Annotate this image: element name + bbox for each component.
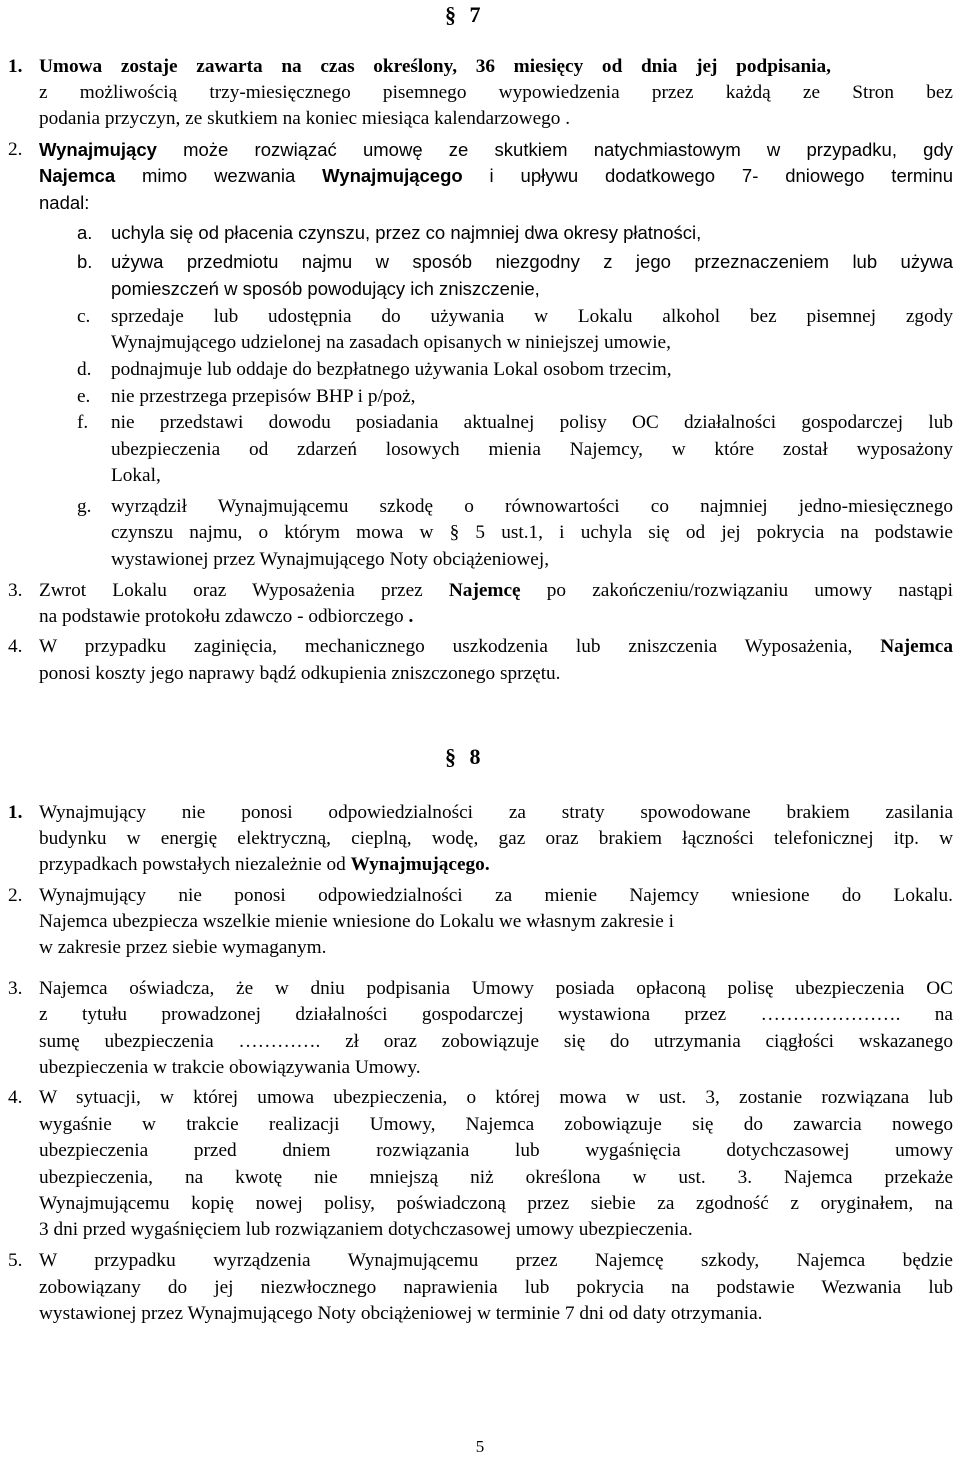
- party-name: Najemcę: [448, 580, 521, 601]
- paragraph-line: wystawionej przez Wynajmującego Noty obciążeniowej w terminie 7 dni od daty otrzymania.: [39, 1303, 763, 1324]
- section-number: 7: [469, 2, 481, 27]
- paragraph-line: wygaśnie w trakcie realizacji Umowy, Najemca zobowiązuje się do zawarcia nowego: [39, 1114, 953, 1135]
- section-symbol: §: [445, 2, 456, 27]
- item-number: 2.: [8, 139, 23, 160]
- paragraph-line: z możliwością trzy-miesięcznego pisemnego wypowiedzenia przez każdą ze Stron bez: [39, 82, 953, 103]
- paragraph-line: W sytuacji, w której umowa ubezpieczenia, o której mowa w ust. 3, zostanie rozwiązana lub: [39, 1087, 953, 1108]
- party-name: Najemca: [880, 636, 953, 657]
- paragraph-line: ubezpieczenia w trakcie obowiązywania Umowy.: [39, 1057, 421, 1078]
- subitem-line: uchyla się od płacenia czynszu, przez co najmniej dwa okresy płatności,: [111, 222, 702, 243]
- paragraph-line: nadal:: [39, 192, 90, 213]
- paragraph-line: Umowa zostaje zawarta na czas określony, 36 miesięcy od dnia jej podpisania,: [39, 56, 831, 77]
- subitem-line: podnajmuje lub oddaje do bezpłatnego używania Lokal osobom trzecim,: [111, 359, 672, 380]
- subitem-line: sprzedaje lub udostępnia do używania w Lokalu alkohol bez pisemnej zgody: [111, 306, 953, 327]
- paragraph-line: [39, 634, 953, 660]
- paragraph-line: Wynajmujący nie ponosi odpowiedzialności za straty spowodowane brakiem zasilania: [39, 802, 953, 823]
- item-number: 3.: [8, 580, 23, 601]
- text-run: W przypadku zaginięcia, mechanicznego uszkodzenia lub zniszczenia Wyposażenia,: [39, 636, 881, 657]
- item-number: 2.: [8, 885, 23, 906]
- text-run: i upływu dodatkowego 7- dniowego terminu: [462, 165, 953, 186]
- text-run: może rozwiązać umowę ze skutkiem natychmiastowym w przypadku, gdy: [156, 139, 953, 160]
- subitem-letter: e.: [77, 386, 91, 407]
- item-number: 1.: [8, 802, 23, 823]
- paragraph-line: w zakresie przez siebie wymaganym.: [39, 937, 327, 958]
- paragraph-line: [39, 578, 953, 604]
- party-name: Wynajmującego: [322, 165, 463, 186]
- paragraph-line: 3 dni przed wygaśnięciem lub rozwiązaniem dotychczasowej umowy ubezpieczenia.: [39, 1219, 693, 1240]
- section-symbol: §: [445, 744, 456, 769]
- paragraph-line: [39, 852, 953, 878]
- subitem-line: pomieszczeń w sposób powodujący ich zniszczenie,: [111, 278, 540, 299]
- subitem-letter: b.: [77, 251, 93, 272]
- section-number: 8: [469, 744, 481, 769]
- paragraph-line: Wynajmującemu kopię nowej polisy, poświadczoną przez siebie za zgodność z oryginałem, na: [39, 1193, 953, 1214]
- subitem-line: wystawionej przez Wynajmującego Noty obciążeniowej,: [111, 549, 550, 570]
- text-run: mimo wezwania: [115, 165, 323, 186]
- subitem-line: używa przedmiotu najmu w sposób niezgodny z jego przeznaczeniem lub używa: [111, 251, 953, 272]
- paragraph-line: Najemca oświadcza, że w dniu podpisania Umowy posiada opłaconą polisę ubezpieczenia OC: [39, 978, 953, 999]
- item-number: 1.: [8, 56, 23, 77]
- subitem-line: Lokal,: [111, 465, 161, 486]
- text-run: na podstawie protokołu zdawczo - odbiorczego: [39, 606, 404, 627]
- party-name: Najemca: [39, 165, 116, 186]
- subitem-letter: g.: [77, 496, 92, 517]
- paragraph-line: ubezpieczenia, na kwotę nie mniejszą niż określona w ust. 3. Najemca przekaże: [39, 1167, 953, 1188]
- text-run: po zakończeniu/rozwiązaniu umowy nastąpi: [520, 580, 953, 601]
- paragraph-line: ponosi koszty jego naprawy bądź odkupienia zniszczonego sprzętu.: [39, 663, 561, 684]
- paragraph-line: Wynajmujący nie ponosi odpowiedzialności za mienie Najemcy wniesione do Lokalu.: [39, 885, 953, 906]
- subitem-line: czynszu najmu, o którym mowa w § 5 ust.1, i uchyla się od jej pokrycia na podstawie: [111, 522, 953, 543]
- paragraph-line: zobowiązany do jej niezwłocznego naprawienia lub pokrycia na podstawie Wezwania lub: [39, 1277, 953, 1298]
- paragraph-line: sumę ubezpieczenia …………. zł oraz zobowiązuje się do utrzymania ciągłości wskazanego: [39, 1031, 953, 1052]
- text-run: przypadkach powstałych niezależnie od: [39, 854, 351, 875]
- paragraph-line: W przypadku wyrządzenia Wynajmującemu przez Najemcę szkody, Najemca będzie: [39, 1250, 953, 1271]
- party-name: Wynajmujący: [39, 139, 157, 160]
- paragraph-line: [39, 163, 953, 189]
- section-7-heading: [445, 2, 481, 28]
- item-number: 4.: [8, 1087, 23, 1108]
- item-number: 5.: [8, 1250, 23, 1271]
- text-run-bold: .: [403, 606, 414, 627]
- paragraph-line: podania przyczyn, ze skutkiem na koniec miesiąca kalendarzowego .: [39, 108, 571, 129]
- item-number: 3.: [8, 978, 23, 999]
- item-number: 4.: [8, 636, 23, 657]
- party-name: Wynajmującego.: [350, 854, 490, 875]
- paragraph-line: ubezpieczenia przed dniem rozwiązania lub wygaśnięcia dotychczasowej umowy: [39, 1140, 953, 1161]
- section-8-heading: [445, 744, 481, 770]
- paragraph-line: [39, 137, 953, 163]
- subitem-line: Wynajmującego udzielonej na zasadach opisanych w niniejszej umowie,: [111, 332, 671, 353]
- paragraph-line: Najemca ubezpiecza wszelkie mienie wniesione do Lokalu we własnym zakresie i: [39, 911, 674, 932]
- subitem-letter: d.: [77, 359, 92, 380]
- subitem-line: wyrządził Wynajmującemu szkodę o równowartości co najmniej jedno-miesięcznego: [111, 496, 953, 517]
- subitem-line: ubezpieczenia od zdarzeń losowych mienia Najemcy, w które został wyposażony: [111, 439, 953, 460]
- paragraph-line: budynku w energię elektryczną, cieplną, wodę, gaz oraz brakiem łączności telefonicznej itp. w: [39, 828, 953, 849]
- paragraph-line: [39, 604, 953, 630]
- paragraph-line: z tytułu prowadzonej działalności gospodarczej wystawiona przez …………………. na: [39, 1004, 953, 1025]
- page-number: 5: [475, 1437, 485, 1456]
- subitem-line: nie przestrzega przepisów BHP i p/poż,: [111, 386, 416, 407]
- subitem-line: nie przedstawi dowodu posiadania aktualnej polisy OC działalności gospodarczej lub: [111, 412, 953, 433]
- subitem-letter: a.: [77, 222, 93, 243]
- subitem-letter: c.: [77, 306, 91, 327]
- subitem-letter: f.: [77, 412, 89, 433]
- text-run: Zwrot Lokalu oraz Wyposażenia przez: [39, 580, 449, 601]
